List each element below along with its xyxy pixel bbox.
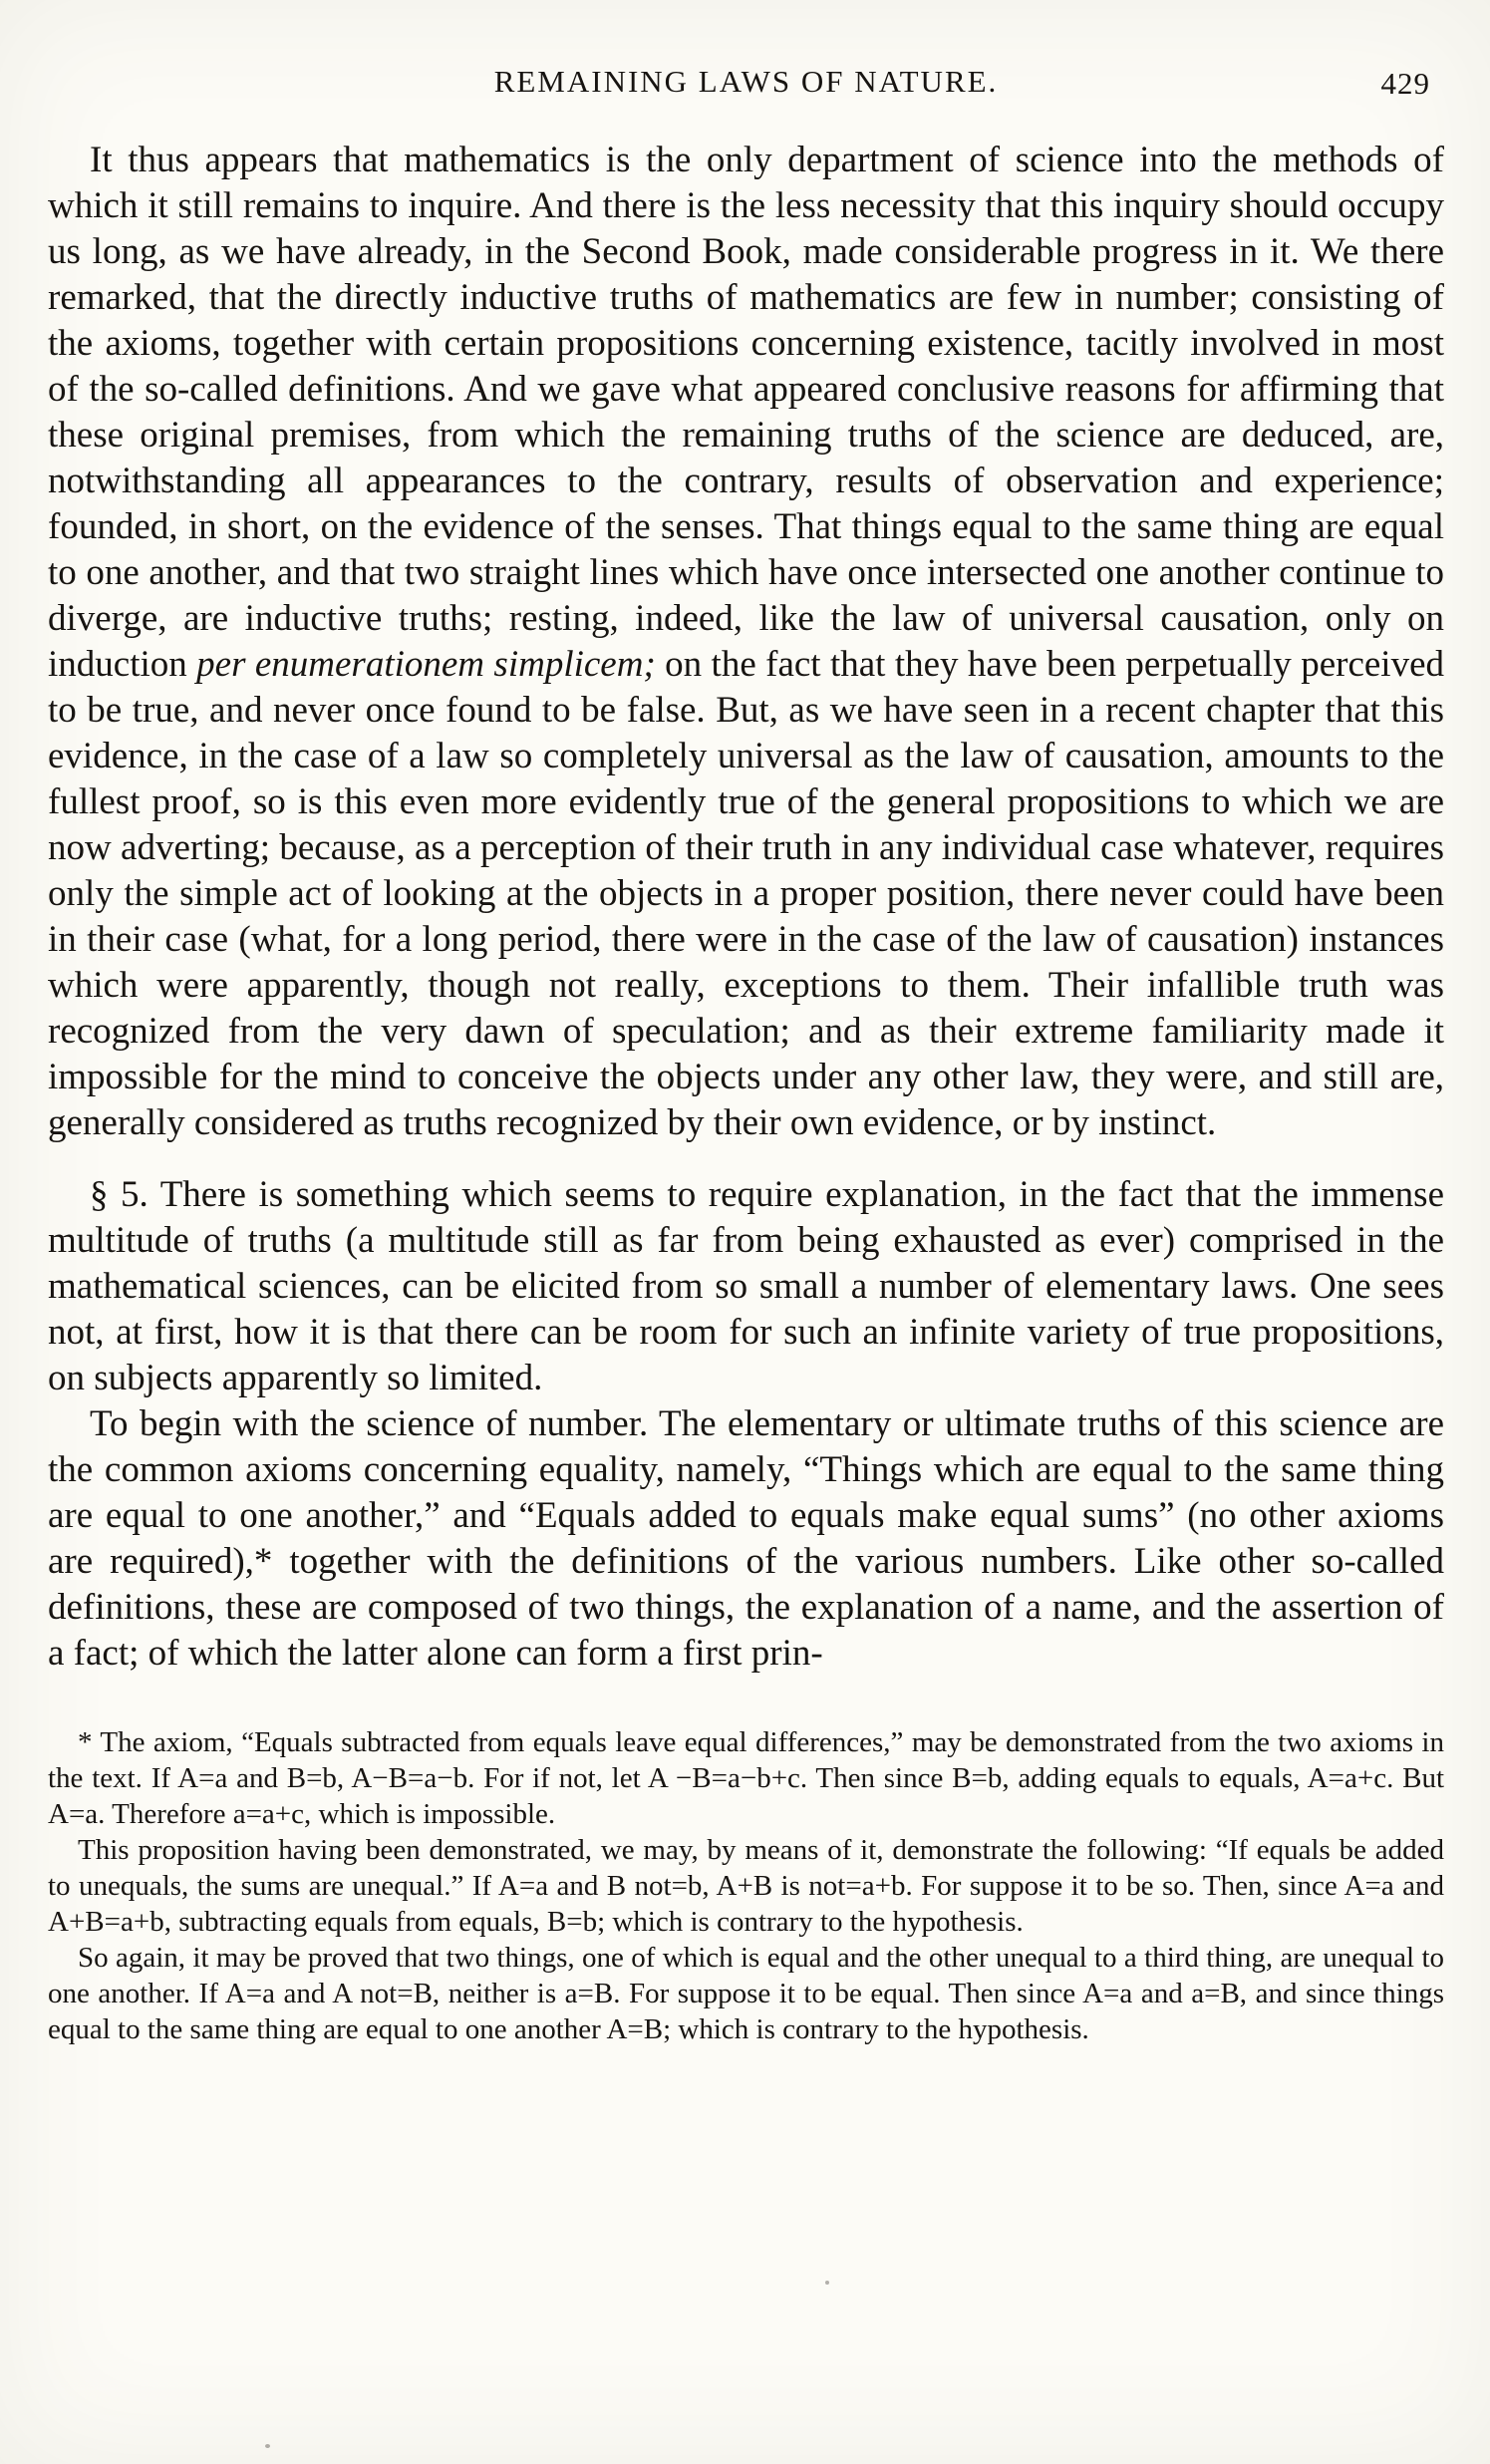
paragraph-main: It thus appears that mathematics is the only department of science into the methods of which it still remains to inquire. And there is the less necessity that this inquiry should occupy us long, as we have already, in the Second Book, made considerable progress in it. We there remarked, that the directly inductive truths of mathematics are few in number; consisting of the axioms, together with certain propositions concerning existence, tacitly involved in most of the so-called definitions. And we gave what appeared conclusive reasons for affirming that these original premises, from which the remaining truths of the science are deduced, are, notwithstanding all appearances to the contrary, results of observation and experience; founded, in short, on the evidence of the senses. That things equal to the same thing are equal to one another, and that two straight lines which have once intersected one another continue to diverge, are inductive truths; resting, indeed, like the law of universal causation, only on induction per enumerationem simplicem; on the fact that they have been perpetually perceived to be true, and never once found to be false. But, as we have seen in a recent chapter that this evidence, in the case of a law so completely universal as the law of causation, amounts to the fullest proof, so is this even more evidently true of the general propositions to which we are now adverting; because, as a perception of their truth in any individual case whatever, requires only the simple act of looking at the objects in a proper position, there never could have been in their case (what, for a long period, there were in the case of the law of causation) instances which were apparently, though not really, exceptions to them. Their infallible truth was recognized from the very dawn of speculation; and as their extreme familiarity made it impossible for the mind to conceive the objects under any other law, they were, and still are, generally considered as truths recognized by their own evidence, or by instinct. [48, 140, 1444, 1143]
footnote-paragraph: So again, it may be proved that two things, one of which is equal and the other unequal to a third thing, are unequal to one another. If A=a and A not=B, neither is a=B. For suppose it to be equal. Then since A=a and a=B, and since things equal to the same thing are equal to one another A=B; which is contrary to the hypothesis. [48, 1942, 1444, 2045]
body-text [48, 138, 1444, 1677]
scan-speck [825, 2281, 829, 2285]
page-number: 429 [1380, 66, 1430, 101]
scan-speck [265, 2444, 270, 2448]
footnote-paragraph: This proposition having been demonstrated, we may, by means of it, demonstrate the following: “If equals be added to unequals, the sums are unequal.” If A=a and B not=b, A+B is not=a+b. For suppose it to be so. Then, since A=a and A+B=a+b, subtracting equals from equals, B=b; which is contrary to the hypothesis. [48, 1834, 1444, 1938]
running-title: REMAINING LAWS OF NATURE. [493, 64, 999, 99]
page-header [48, 64, 1444, 108]
paragraph-science-of-number: To begin with the science of number. The elementary or ultimate truths of this science are the common axioms concerning equality, namely, “Things which are equal to the same thing are equal to one another,” and “Equals added to equals make equal sums” (no other axioms are required),* together with the definitions of the various numbers. Like other so-called definitions, these are composed of two things, the explanation of a name, and the assertion of a fact; of which the latter alone can form a first prin- [48, 1403, 1444, 1674]
footnote-block [48, 1724, 1444, 2047]
paragraph-section-5: § 5. There is something which seems to require explanation, in the fact that the immense multitude of truths (a multitude still as far from being exhausted as ever) comprised in the mathematical sciences, can be elicited from so small a number of elementary laws. One sees not, at first, how it is that there can be room for such an infinite variety of true propositions, on subjects apparently so limited. [48, 1174, 1444, 1398]
footnote-paragraph: * The axiom, “Equals subtracted from equals leave equal differences,” may be demonstrated from the two axioms in the text. If A=a and B=b, A−B=a−b. For if not, let A −B=a−b+c. Then since B=b, adding equals to equals, A=a+c. But A=a. Therefore a=a+c, which is impossible. [48, 1726, 1444, 1830]
